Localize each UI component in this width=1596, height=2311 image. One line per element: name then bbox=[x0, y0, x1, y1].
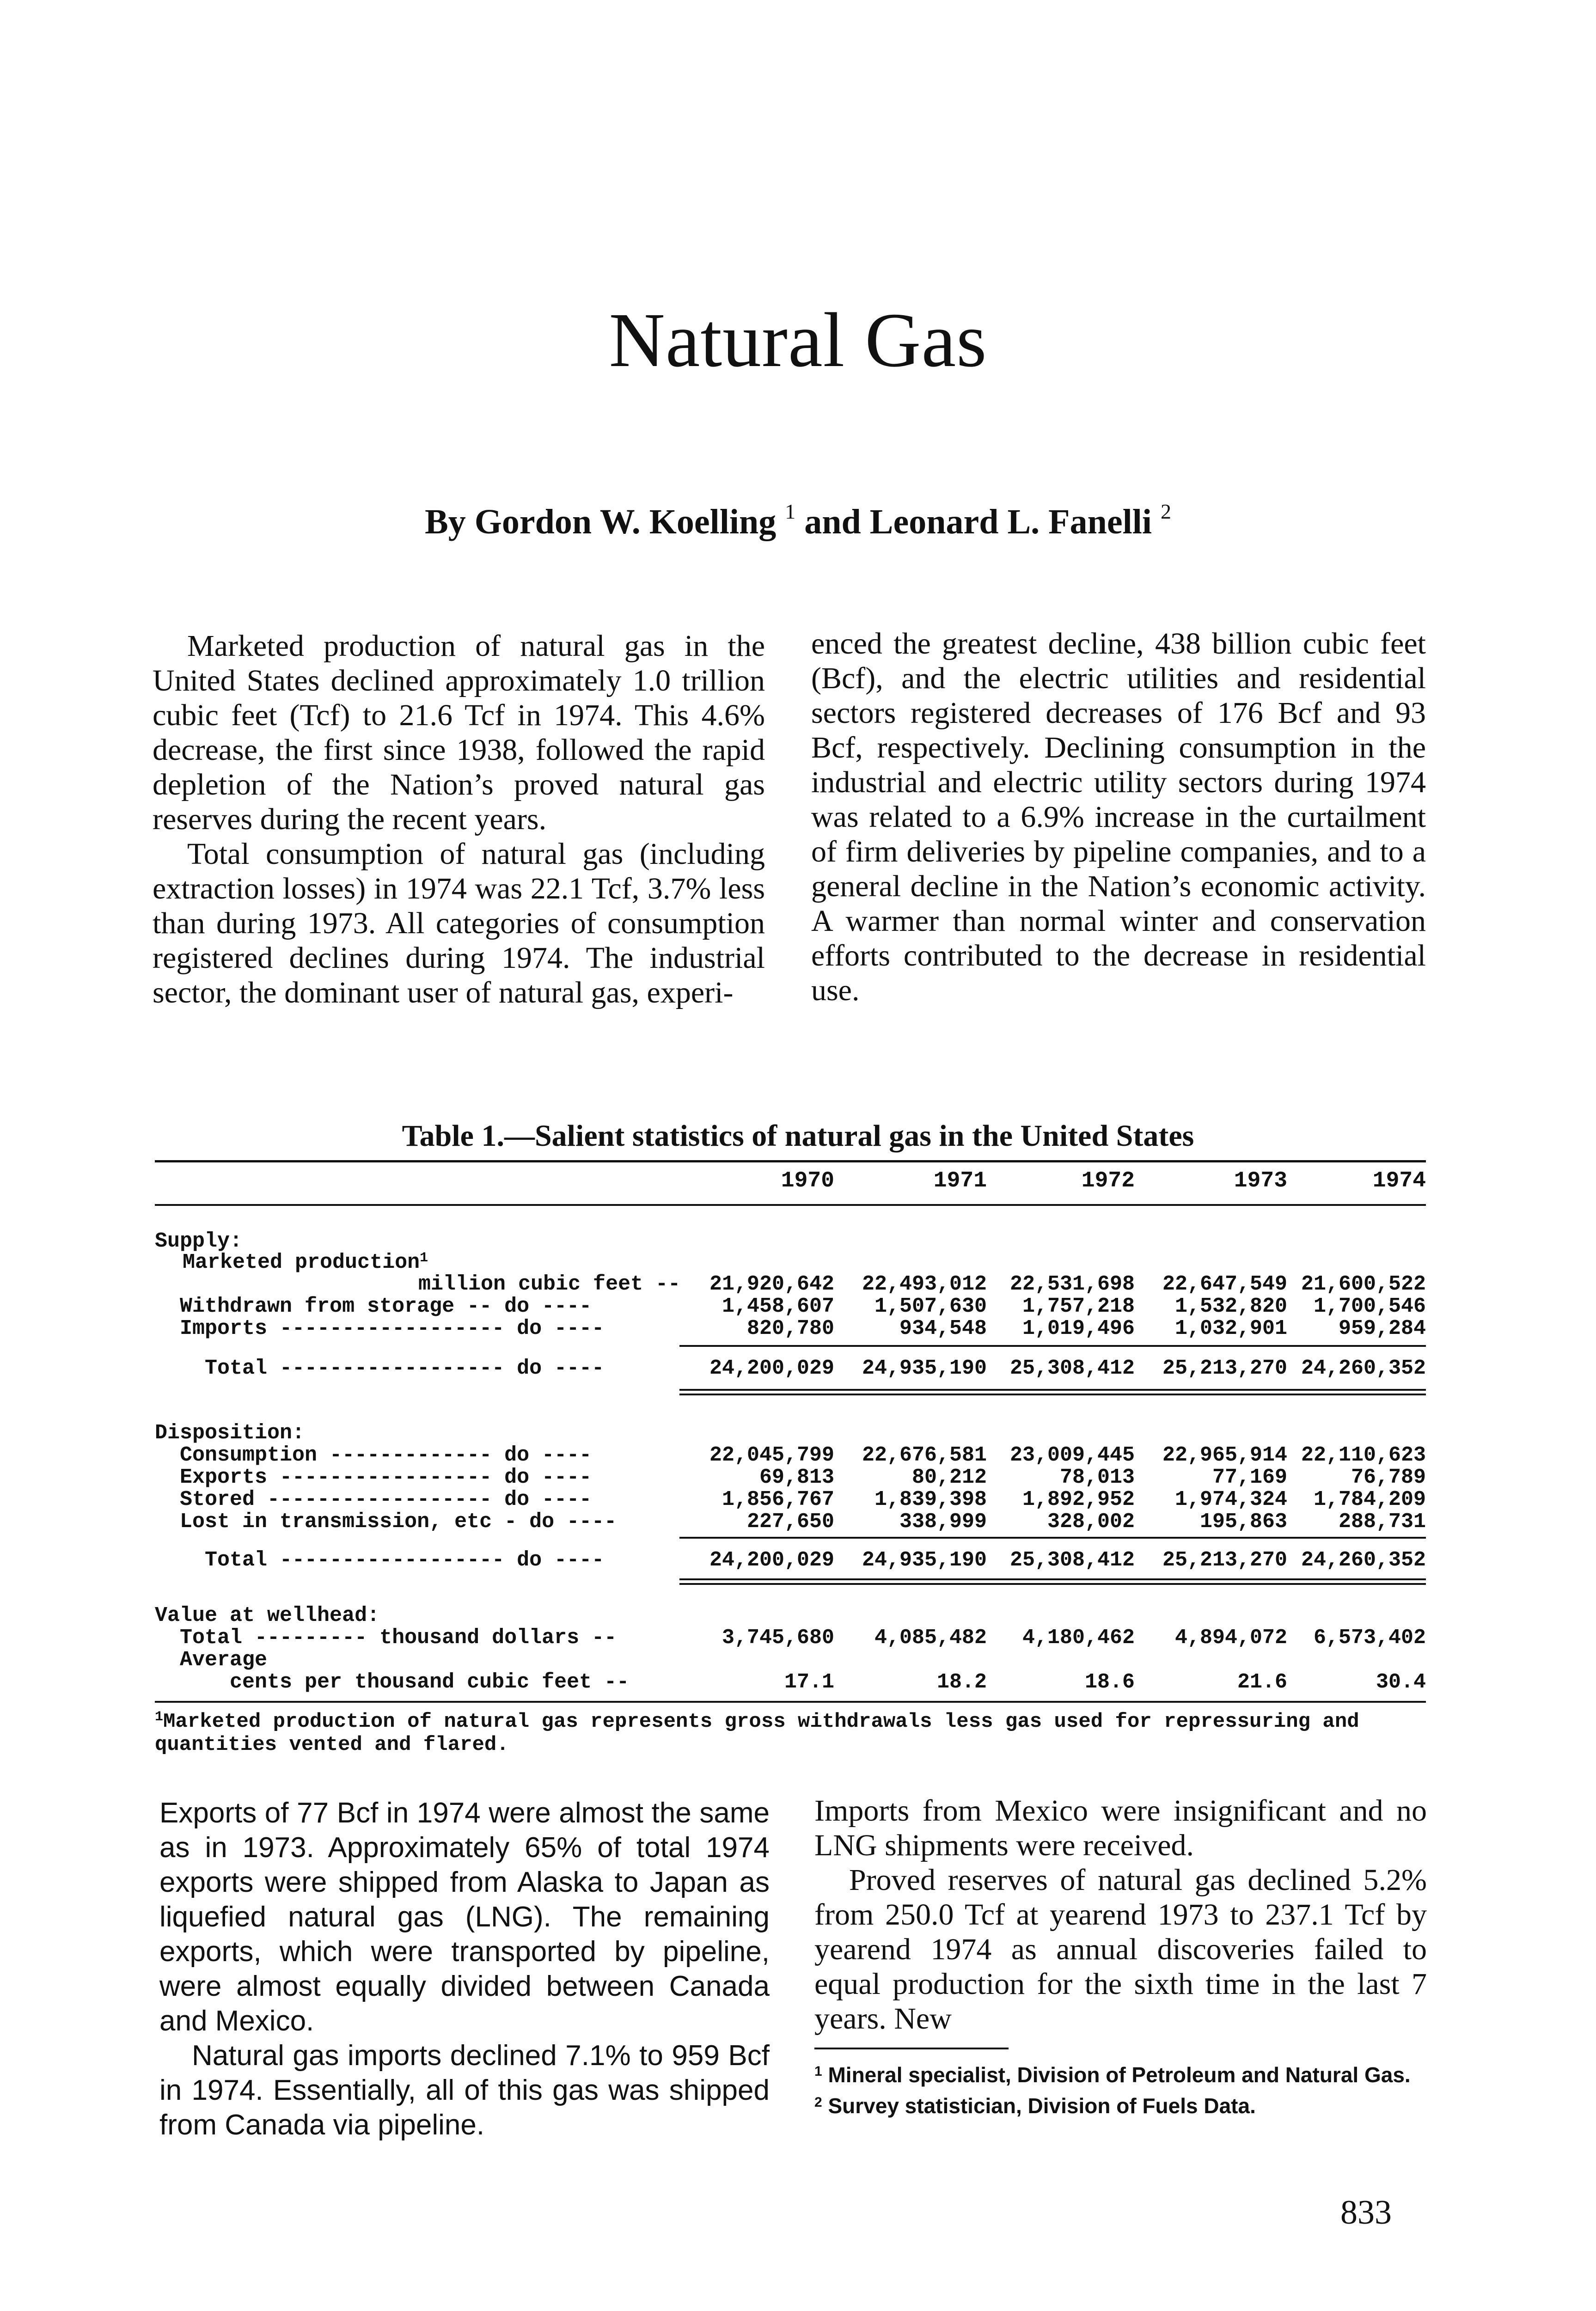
table-top-rule bbox=[155, 1160, 1426, 1162]
cell: 1,019,496 bbox=[1022, 1317, 1135, 1340]
subtotal-rule bbox=[679, 1537, 1426, 1539]
row-label: Total ------------------ do ---- bbox=[155, 1548, 605, 1572]
footnote-text: Marketed production of natural gas represents gross withdrawals less gas used for repressuring and quantities vented and flared. bbox=[155, 1710, 1359, 1756]
body-column-top-left bbox=[153, 629, 765, 1010]
cell: 1,032,901 bbox=[1174, 1317, 1287, 1340]
table-bottom-rule bbox=[155, 1701, 1426, 1703]
table-footnote bbox=[155, 1706, 1426, 1756]
paragraph: Total consumption of natural gas (including extraction losses) in 1974 was 22.1 Tcf, 3.7% less than during 1973. All categories of consumption registered declines during 1974. The industrial sector, the dominant user of natural gas, experi- bbox=[153, 837, 765, 1009]
cell: 21,920,642 bbox=[709, 1272, 834, 1296]
page-title: Natural Gas bbox=[609, 297, 987, 383]
cell: 23,009,445 bbox=[1009, 1443, 1135, 1467]
table-row bbox=[155, 1466, 1426, 1488]
author-2-footnote-mark: 2 bbox=[1160, 500, 1171, 523]
cell: 4,894,072 bbox=[1174, 1626, 1287, 1650]
cell: 6,573,402 bbox=[1313, 1626, 1426, 1650]
section-heading: Value at wellhead: bbox=[155, 1604, 380, 1627]
cell: 4,180,462 bbox=[1022, 1626, 1135, 1650]
row-label: Lost in transmission, etc - do ---- bbox=[155, 1510, 617, 1534]
column-header: 1974 bbox=[1372, 1168, 1426, 1193]
row-label: Exports ----------------- do ---- bbox=[155, 1466, 592, 1489]
cell: 25,213,270 bbox=[1162, 1548, 1287, 1572]
cell: 22,676,581 bbox=[862, 1443, 987, 1467]
cell: 76,789 bbox=[1351, 1466, 1426, 1489]
cell: 30.4 bbox=[1376, 1670, 1426, 1694]
cell: 1,700,546 bbox=[1313, 1295, 1426, 1318]
total-rule bbox=[679, 1389, 1426, 1391]
cell: 25,308,412 bbox=[1009, 1357, 1135, 1380]
cell: 1,892,952 bbox=[1022, 1488, 1135, 1511]
cell: 959,284 bbox=[1338, 1317, 1426, 1340]
author-1: By Gordon W. Koelling bbox=[425, 502, 777, 541]
table-header-rule bbox=[155, 1204, 1426, 1206]
footnote-rule bbox=[814, 2048, 1009, 2049]
cell: 328,002 bbox=[1047, 1510, 1135, 1534]
cell: 338,999 bbox=[899, 1510, 987, 1534]
body-column-bottom-left bbox=[159, 1796, 770, 2142]
cell: 24,935,190 bbox=[862, 1548, 987, 1572]
row-label: cents per thousand cubic feet -- bbox=[155, 1670, 630, 1694]
cell: 78,013 bbox=[1059, 1466, 1135, 1489]
cell: 4,085,482 bbox=[874, 1626, 987, 1650]
cell: 69,813 bbox=[759, 1466, 834, 1489]
cell: 24,200,029 bbox=[709, 1548, 834, 1572]
section-heading: Disposition: bbox=[155, 1421, 305, 1445]
cell: 22,531,698 bbox=[1009, 1272, 1135, 1296]
table-row bbox=[155, 1443, 1426, 1466]
subtotal-rule bbox=[679, 1345, 1426, 1347]
cell: 25,213,270 bbox=[1162, 1357, 1287, 1380]
table-row bbox=[155, 1295, 1426, 1317]
footnote-mark: 2 bbox=[814, 2095, 822, 2110]
footnote-mark: 1 bbox=[814, 2064, 822, 2079]
cell: 21,600,522 bbox=[1301, 1272, 1426, 1296]
cell: 3,745,680 bbox=[722, 1626, 834, 1650]
cell: 1,507,630 bbox=[874, 1295, 987, 1318]
column-header: 1971 bbox=[933, 1168, 987, 1193]
paragraph: Exports of 77 Bcf in 1974 were almost the same as in 1973. Approximately 65% of total 1974 exports were shipped from Alaska to Japan as liquefied natural gas (LNG). The remaining exports, which were transported by pipeline, were almost equally divided between Canada and Mexico. bbox=[159, 1797, 770, 2037]
paragraph: Marketed production of natural gas in the United States declined approximately 1.0 trillion cubic feet (Tcf) to 21.6 Tcf in 1974. This 4.6% decrease, the first since 1938, followed the rapid depletion of the Nation’s proved natural gas reserves during the recent years. bbox=[153, 629, 765, 836]
author-join: and Leonard L. Fanelli bbox=[804, 502, 1152, 541]
cell: 80,212 bbox=[911, 1466, 987, 1489]
cell: 22,647,549 bbox=[1162, 1272, 1287, 1296]
row-label: Average bbox=[155, 1648, 268, 1672]
footnote: $^1$ Mineral specialist, Division of Petroleum and Natural Gas. bbox=[814, 2063, 1411, 2087]
footnote: $^2$ Survey statistician, Division of Fuels Data. bbox=[814, 2094, 1256, 2118]
paragraph: Natural gas imports declined 7.1% to 959 Bcf in 1974. Essentially, all of this gas was shipped from Canada via pipeline. bbox=[159, 2040, 770, 2141]
footnote-mark: 1 bbox=[155, 1709, 164, 1725]
footnote-mark: 1 bbox=[420, 1250, 428, 1266]
table-caption: Table 1.—Salient statistics of natural gas in the United States bbox=[402, 1119, 1194, 1153]
cell: 24,260,352 bbox=[1301, 1548, 1426, 1572]
cell: 1,458,607 bbox=[722, 1295, 834, 1318]
row-label: Imports ------------------ do ---- bbox=[155, 1317, 605, 1340]
cell: 24,935,190 bbox=[862, 1357, 987, 1380]
row-label: Marketed production$^1$ bbox=[183, 1250, 428, 1274]
cell: 22,493,012 bbox=[862, 1272, 987, 1296]
row-label: million cubic feet -- bbox=[418, 1272, 681, 1296]
paragraph: Proved reserves of natural gas declined 5.2% from 250.0 Tcf at yearend 1973 to 237.1 Tcf by yearend 1974 as annual discoveries failed to equal production for the sixth time in the last 7 years. New bbox=[814, 1863, 1427, 2036]
total-rule bbox=[679, 1578, 1426, 1580]
paragraph: Imports from Mexico were insignificant and no LNG shipments were received. bbox=[814, 1794, 1427, 1862]
cell: 24,200,029 bbox=[709, 1357, 834, 1380]
cell: 77,169 bbox=[1212, 1466, 1287, 1489]
cell: 18.2 bbox=[936, 1670, 987, 1694]
row-label: Total ------------------ do ---- bbox=[155, 1357, 605, 1380]
section-heading: Supply: bbox=[155, 1229, 243, 1253]
cell: 17.1 bbox=[784, 1670, 834, 1694]
cell: 820,780 bbox=[746, 1317, 834, 1340]
table-row bbox=[155, 1670, 1426, 1693]
paragraph: enced the greatest decline, 438 billion cubic feet (Bcf), and the electric utilities and residential sectors registered decreases of 176 Bcf and 93 Bcf, respectively. Declining consumption in the industrial and electric utility sectors during 1974 was related to a 6.9% increase in the curtailment of firm deliveries by pipeline companies, and to a general decline in the Nation’s economic activity. A warmer than normal winter and conservation efforts contributed to the decrease in residential use. bbox=[811, 627, 1426, 1007]
body-column-bottom-right bbox=[814, 1793, 1427, 2036]
cell: 1,784,209 bbox=[1313, 1488, 1426, 1511]
table-row-total bbox=[155, 1548, 1426, 1571]
table-row bbox=[155, 1272, 1426, 1295]
cell: 1,839,398 bbox=[874, 1488, 987, 1511]
table-row bbox=[155, 1488, 1426, 1510]
row-label: Total --------- thousand dollars -- bbox=[155, 1626, 617, 1650]
column-header: 1973 bbox=[1234, 1168, 1287, 1193]
table-row bbox=[155, 1510, 1426, 1532]
cell: 22,110,623 bbox=[1301, 1443, 1426, 1467]
total-rule bbox=[679, 1394, 1426, 1395]
body-column-top-right bbox=[811, 626, 1426, 1008]
cell: 1,856,767 bbox=[722, 1488, 834, 1511]
cell: 1,974,324 bbox=[1174, 1488, 1287, 1511]
page-number: 833 bbox=[1340, 2194, 1392, 2232]
cell: 18.6 bbox=[1084, 1670, 1135, 1694]
cell: 227,650 bbox=[746, 1510, 834, 1534]
cell: 1,757,218 bbox=[1022, 1295, 1135, 1318]
row-label: Stored ------------------ do ---- bbox=[155, 1488, 592, 1511]
row-label: Withdrawn from storage -- do ---- bbox=[155, 1295, 592, 1318]
column-header: 1970 bbox=[781, 1168, 834, 1193]
byline bbox=[0, 499, 1596, 542]
cell: 934,548 bbox=[899, 1317, 987, 1340]
table-row-total bbox=[155, 1357, 1426, 1379]
author-1-footnote-mark: 1 bbox=[785, 500, 796, 523]
cell: 21.6 bbox=[1237, 1670, 1287, 1694]
column-header: 1972 bbox=[1081, 1168, 1135, 1193]
cell: 22,965,914 bbox=[1162, 1443, 1287, 1467]
cell: 22,045,799 bbox=[709, 1443, 834, 1467]
row-label: Consumption ------------- do ---- bbox=[155, 1443, 592, 1467]
cell: 24,260,352 bbox=[1301, 1357, 1426, 1380]
table-row bbox=[155, 1317, 1426, 1339]
cell: 25,308,412 bbox=[1009, 1548, 1135, 1572]
table-row bbox=[155, 1626, 1426, 1648]
cell: 1,532,820 bbox=[1174, 1295, 1287, 1318]
cell: 195,863 bbox=[1199, 1510, 1287, 1534]
total-rule bbox=[679, 1583, 1426, 1585]
cell: 288,731 bbox=[1338, 1510, 1426, 1534]
page-footnotes bbox=[814, 2059, 1427, 2121]
